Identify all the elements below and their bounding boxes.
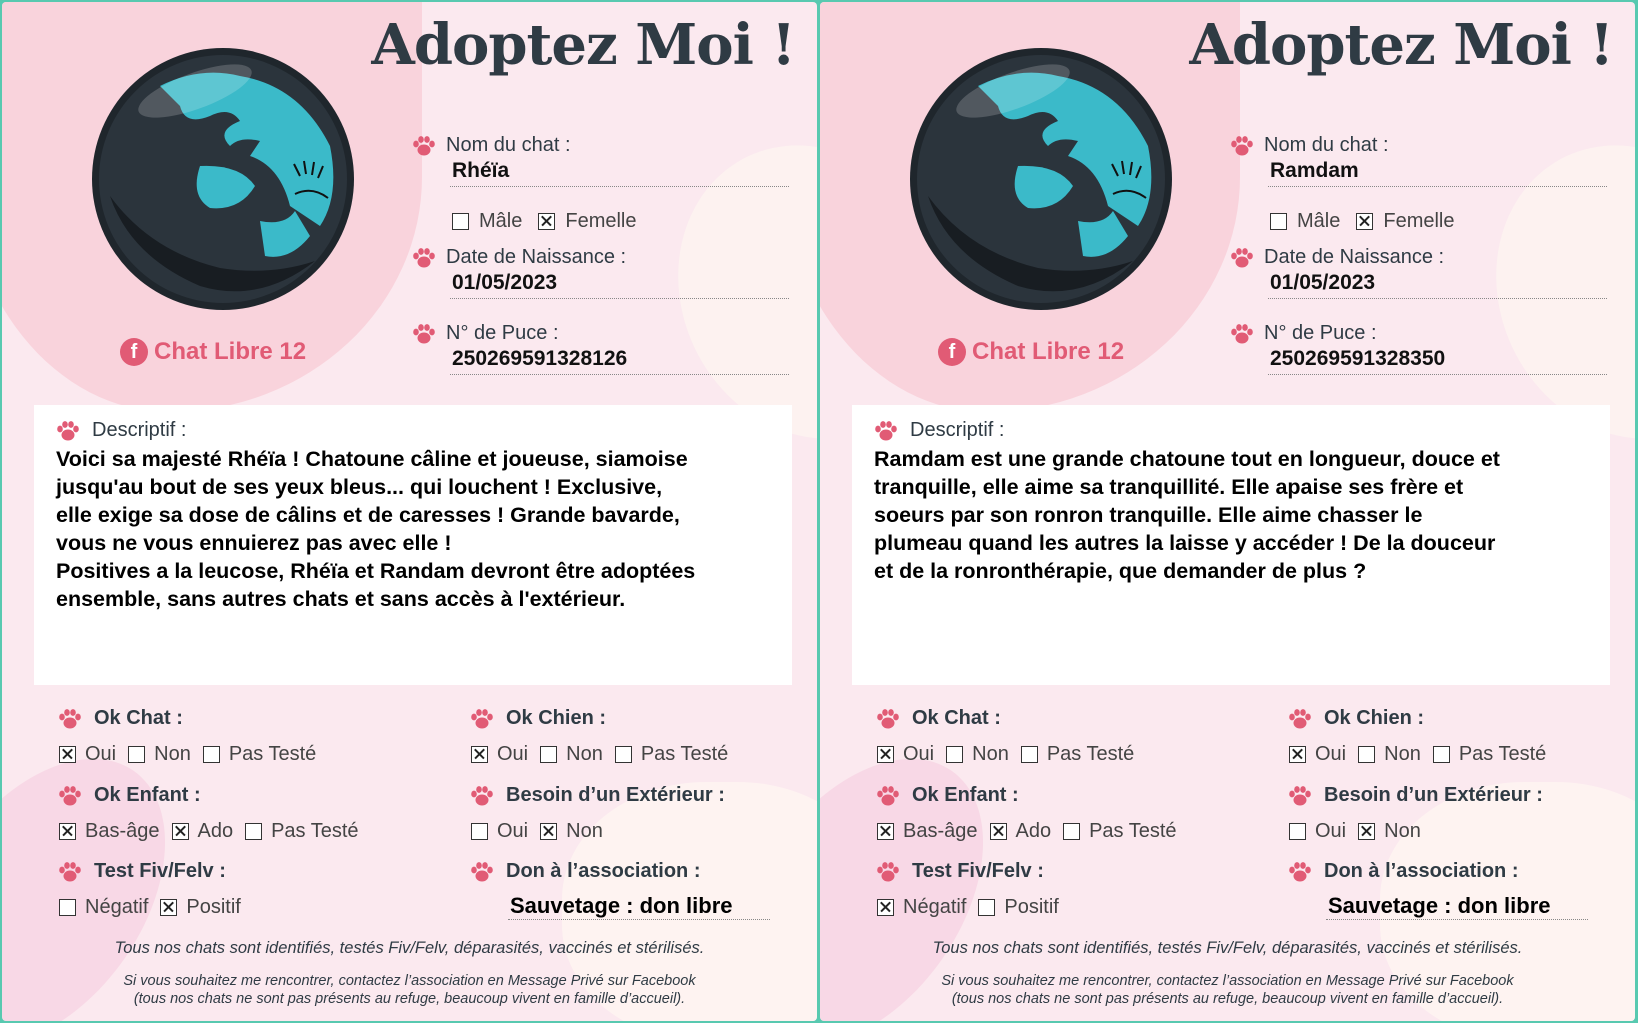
adoption-card (820, 2, 1635, 1021)
ok-child-label (58, 784, 201, 807)
paw-icon (1288, 784, 1312, 807)
ok-dog-no-checkbox[interactable] (540, 746, 557, 763)
sex-options (1270, 210, 1455, 233)
description-box (34, 405, 792, 685)
yes-label: Oui (497, 743, 529, 765)
footer-note: Tous nos chats sont identifiés, testés Fiv/Felv, déparasités, vaccinés et stérilisés. (932, 939, 1523, 957)
chip-field (1232, 322, 1607, 375)
description-text[interactable]: Ramdam est une grande chatoune tout en longueur, douce et tranquille, elle aime sa tranquillité. Elle apaise ses frère et soeurs par son ronron tranquille. Elle aime chasser le plumeau quand les autres la laisse y accéder ! De la douceur et de la ronronthérapie, que demander de plus ? (874, 447, 1500, 583)
untested-label: Pas Testé (271, 820, 359, 842)
donation-text: Don à l’association : (1324, 860, 1519, 882)
facebook-icon: f (938, 338, 966, 366)
negative-label: Négatif (85, 896, 149, 918)
ok-dog-options (1289, 743, 1558, 766)
paw-icon (874, 419, 898, 442)
ok-dog-no-checkbox[interactable] (1358, 746, 1375, 763)
ok-child-text: Ok Enfant : (94, 784, 201, 806)
birth-field (414, 246, 789, 299)
name-label: Nom du chat : (446, 134, 571, 156)
ok-cat-text: Ok Chat : (94, 707, 183, 729)
ok-dog-text: Ok Chien : (506, 707, 607, 729)
ok-dog-options (471, 743, 740, 766)
cat-logo-icon (908, 46, 1174, 312)
male-label: Mâle (479, 210, 523, 232)
outdoor-options (1289, 820, 1433, 843)
donation-label (1288, 860, 1518, 883)
outdoor-label (470, 784, 725, 807)
paw-icon (876, 860, 900, 883)
chip-label: N° de Puce : (446, 322, 559, 344)
fiv-options (877, 896, 1071, 919)
birth-value[interactable]: 01/05/2023 (1268, 269, 1607, 299)
paw-icon (412, 134, 436, 157)
ok-dog-untested-checkbox[interactable] (1433, 746, 1450, 763)
ok-child-untested-checkbox[interactable] (245, 823, 262, 840)
untested-label: Pas Testé (1089, 820, 1177, 842)
outdoor-label (1288, 784, 1543, 807)
no-label: Non (566, 743, 603, 765)
birth-value[interactable]: 01/05/2023 (450, 269, 789, 299)
ok-cat-yes-checkbox[interactable] (877, 746, 894, 763)
chip-value[interactable]: 250269591328350 (1268, 345, 1607, 375)
negative-label: Négatif (903, 896, 967, 918)
chip-label: N° de Puce : (1264, 322, 1377, 344)
ok-dog-text: Ok Chien : (1324, 707, 1425, 729)
adoption-card (2, 2, 817, 1021)
untested-label: Pas Testé (1046, 743, 1135, 765)
paw-icon (56, 419, 80, 442)
paw-icon (1230, 134, 1254, 157)
paw-icon (876, 784, 900, 807)
description-box (852, 405, 1610, 685)
teen-label: Ado (197, 820, 234, 842)
paw-icon (876, 707, 900, 730)
ok-dog-label (470, 707, 606, 730)
name-value[interactable]: Ramdam (1268, 157, 1607, 187)
fiv-options (59, 896, 253, 919)
ok-child-baby-checkbox[interactable] (59, 823, 76, 840)
untested-label: Pas Testé (640, 743, 729, 765)
ok-cat-options (877, 743, 1146, 766)
no-label: Non (1384, 743, 1421, 765)
female-checkbox[interactable] (538, 213, 555, 230)
ok-dog-label (1288, 707, 1424, 730)
fiv-positive-checkbox[interactable] (978, 899, 995, 916)
paw-icon (470, 784, 494, 807)
ok-dog-yes-checkbox[interactable] (471, 746, 488, 763)
male-checkbox[interactable] (1270, 213, 1287, 230)
description-label: Descriptif : (910, 419, 1005, 441)
ok-cat-untested-checkbox[interactable] (203, 746, 220, 763)
ok-child-text: Ok Enfant : (912, 784, 1019, 806)
ok-cat-no-checkbox[interactable] (128, 746, 145, 763)
donation-value[interactable]: Sauvetage : don libre (1326, 893, 1588, 920)
untested-label: Pas Testé (228, 743, 317, 765)
ok-child-teen-checkbox[interactable] (990, 823, 1007, 840)
facebook-icon: f (120, 338, 148, 366)
paw-icon (470, 707, 494, 730)
brand-name: Chat Libre 12 (154, 338, 307, 365)
fiv-negative-checkbox[interactable] (59, 899, 76, 916)
untested-label: Pas Testé (1458, 743, 1547, 765)
donation-value[interactable]: Sauvetage : don libre (508, 893, 770, 920)
no-label: Non (972, 743, 1009, 765)
yes-label: Oui (903, 743, 935, 765)
ok-dog-yes-checkbox[interactable] (1289, 746, 1306, 763)
paw-icon (412, 246, 436, 269)
footer-contact-line2: (tous nos chats ne sont pas présents au refuge, beaucoup vivent en famille d’accueil). (951, 991, 1504, 1007)
positive-label: Positif (186, 896, 241, 918)
footer-contact-line1: Si vous souhaitez me rencontrer, contactez l’association en Message Privé sur Facebook (123, 973, 696, 989)
donation-text: Don à l’association : (506, 860, 701, 882)
outdoor-options (471, 820, 615, 843)
ok-child-teen-checkbox[interactable] (172, 823, 189, 840)
paw-icon (58, 707, 82, 730)
ok-dog-untested-checkbox[interactable] (615, 746, 632, 763)
male-checkbox[interactable] (452, 213, 469, 230)
paw-icon (1288, 860, 1312, 883)
ok-child-baby-checkbox[interactable] (877, 823, 894, 840)
female-checkbox[interactable] (1356, 213, 1373, 230)
footer-contact-line2: (tous nos chats ne sont pas présents au refuge, beaucoup vivent en famille d’accueil). (133, 991, 686, 1007)
fiv-text: Test Fiv/Felv : (912, 860, 1044, 882)
ok-cat-untested-checkbox[interactable] (1021, 746, 1038, 763)
paw-icon (1230, 246, 1254, 269)
ok-child-label (876, 784, 1019, 807)
no-label: Non (154, 743, 191, 765)
brand-name: Chat Libre 12 (972, 338, 1125, 365)
name-label: Nom du chat : (1264, 134, 1389, 156)
male-label: Mâle (1297, 210, 1341, 232)
yes-label: Oui (1315, 820, 1347, 842)
footer-note: Tous nos chats sont identifiés, testés Fiv/Felv, déparasités, vaccinés et stérilisés. (114, 939, 705, 957)
outdoor-yes-checkbox[interactable] (1289, 823, 1306, 840)
chip-value[interactable]: 250269591328126 (450, 345, 789, 375)
sex-options (452, 210, 637, 233)
fiv-negative-checkbox[interactable] (877, 899, 894, 916)
female-label: Femelle (1383, 210, 1455, 232)
outdoor-no-checkbox[interactable] (540, 823, 557, 840)
outdoor-text: Besoin d’un Extérieur : (506, 784, 725, 806)
birth-label: Date de Naissance : (446, 246, 627, 268)
description-text[interactable]: Voici sa majesté Rhéïa ! Chatoune câline et joueuse, siamoise jusqu'au bout de ses yeux bleus... qui louchent ! Exclusive, elle exige sa dose de câlins et de caresses ! Grande bavarde, vous ne vous ennuierez pas avec elle ! Positives a la leucose, Rhéïa et Randam devront être adoptées ensemble, sans autres chats et sans accès à l'extérieur. (56, 447, 696, 611)
outdoor-text: Besoin d’un Extérieur : (1324, 784, 1543, 806)
chip-field (414, 322, 789, 375)
ok-child-untested-checkbox[interactable] (1063, 823, 1080, 840)
ok-cat-yes-checkbox[interactable] (59, 746, 76, 763)
cat-logo-icon (90, 46, 356, 312)
no-label: Non (566, 820, 603, 842)
female-label: Femelle (565, 210, 637, 232)
baby-label: Bas-âge (903, 820, 978, 842)
ok-cat-text: Ok Chat : (912, 707, 1001, 729)
positive-label: Positif (1004, 896, 1059, 918)
card-title: Adoptez Moi ! (1189, 12, 1613, 78)
outdoor-yes-checkbox[interactable] (471, 823, 488, 840)
name-field (414, 134, 789, 187)
name-value[interactable]: Rhéïa (450, 157, 789, 187)
ok-child-options (877, 820, 1189, 843)
name-field (1232, 134, 1607, 187)
paw-icon (1230, 322, 1254, 345)
birth-label: Date de Naissance : (1264, 246, 1445, 268)
fiv-positive-checkbox[interactable] (160, 899, 177, 916)
footer-contact (2, 972, 817, 1008)
footer-contact (820, 972, 1635, 1008)
footer-contact-line1: Si vous souhaitez me rencontrer, contactez l’association en Message Privé sur Facebook (941, 973, 1514, 989)
fiv-label (876, 860, 1044, 883)
fiv-label (58, 860, 226, 883)
brand-link[interactable] (120, 338, 306, 366)
fiv-text: Test Fiv/Felv : (94, 860, 226, 882)
paw-icon (470, 860, 494, 883)
description-label: Descriptif : (92, 419, 187, 441)
teen-label: Ado (1015, 820, 1052, 842)
paw-icon (1288, 707, 1312, 730)
ok-cat-label (876, 707, 1001, 730)
yes-label: Oui (1315, 743, 1347, 765)
ok-cat-options (59, 743, 328, 766)
ok-cat-no-checkbox[interactable] (946, 746, 963, 763)
paw-icon (58, 784, 82, 807)
paw-icon (412, 322, 436, 345)
yes-label: Oui (85, 743, 117, 765)
paw-icon (58, 860, 82, 883)
brand-link[interactable] (938, 338, 1124, 366)
card-title: Adoptez Moi ! (371, 12, 795, 78)
outdoor-no-checkbox[interactable] (1358, 823, 1375, 840)
birth-field (1232, 246, 1607, 299)
ok-child-options (59, 820, 371, 843)
baby-label: Bas-âge (85, 820, 160, 842)
ok-cat-label (58, 707, 183, 730)
no-label: Non (1384, 820, 1421, 842)
donation-label (470, 860, 700, 883)
yes-label: Oui (497, 820, 529, 842)
